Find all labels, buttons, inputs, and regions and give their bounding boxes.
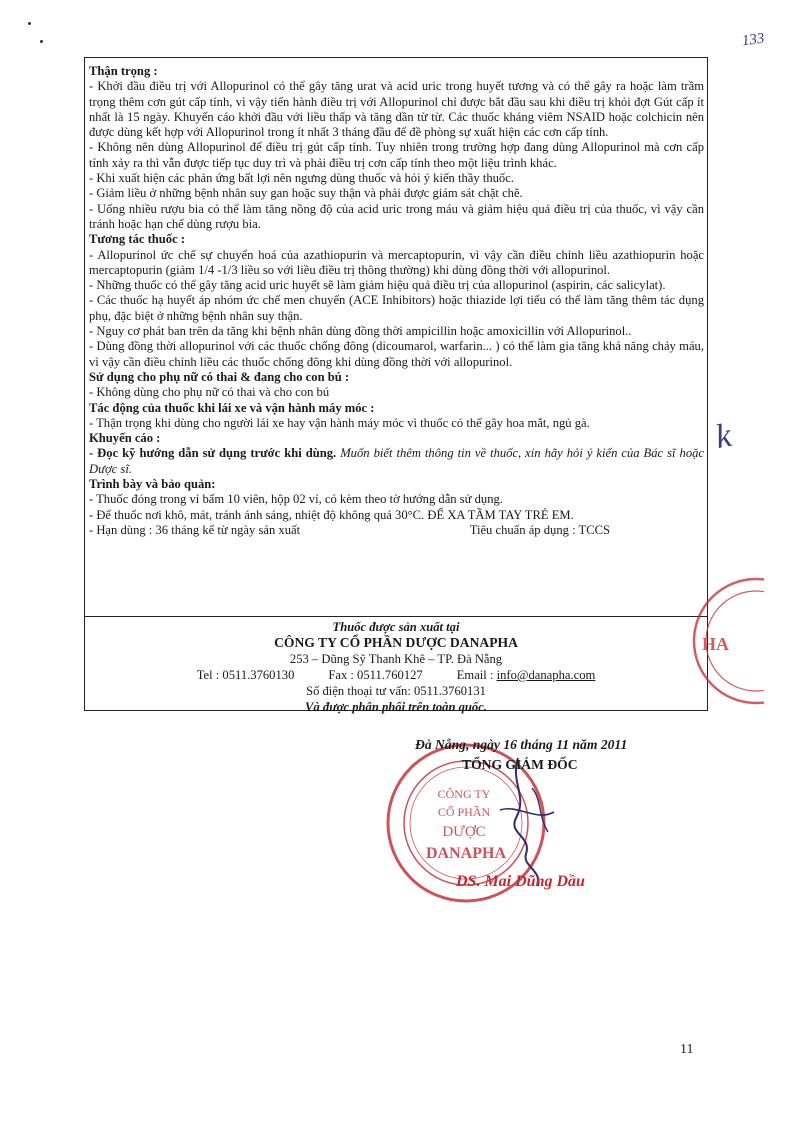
seal-line: CỔ PHẦN: [437, 805, 491, 819]
paragraph: - Uống nhiều rượu bia có thể làm tăng nồng độ của acid uric trong máu và giảm hiệu quả điều trị của thuốc, vì vậy cần tránh hoặc hạn chế dùng rượu bia.: [89, 201, 704, 231]
section-heading: Khuyến cáo :: [89, 431, 161, 446]
section-lai-xe: [89, 401, 704, 432]
section-heading: Tác động của thuốc khi lái xe và vận hành máy móc :: [89, 400, 375, 415]
section-phu-nu: [89, 370, 704, 401]
seal-line: CÔNG TY: [437, 787, 491, 801]
page-number: 11: [680, 1042, 694, 1057]
signing-date: Đà Nẵng, ngày 16 tháng 11 năm 2011: [415, 737, 628, 752]
paragraph: - Thận trọng khi dùng cho người lái xe hay vận hành máy móc vì thuốc có thể gây hoa mắt, ngủ gà.: [89, 415, 590, 430]
paragraph: - Thuốc đóng trong vỉ bấm 10 viên, hộp 02 vỉ, có kèm theo tờ hướng dẫn sử dụng.: [89, 492, 503, 507]
section-heading: Tương tác thuốc :: [89, 232, 186, 247]
paragraph: - Khởi đầu điều trị với Allopurinol có thể gây tăng urat và acid uric trong huyết tương và có thể gây ra hoặc làm trầm trọng thêm cơn gút cấp tính, vì vậy tiến hành điều trị với Allopurinol chỉ được bắt đầu sau khi điều trị khỏi đợt Gút cấp ít nhất là 15 ngày. Khuyến cáo khởi đầu với liều thấp và tăng dần từ từ. Các thuốc kháng viêm NSAID hoặc colchicin nên được dùng kết hợp với Allopurinol trong ít nhất 3 tháng đầu để đề phòng sự xuất hiện các cơn cấp tính.: [89, 79, 704, 140]
section-tuong-tac: [89, 232, 704, 370]
company-address: 253 – Dũng Sỹ Thanh Khê – TP. Đà Nẵng: [289, 652, 503, 666]
seal-line: DƯỢC: [442, 824, 486, 840]
seal-line: DANAPHA: [426, 845, 506, 862]
manufacturer-block: [85, 619, 707, 715]
section-bao-quan: [89, 477, 704, 538]
paragraph: - Giảm liều ở những bệnh nhân suy gan hoặc suy thận và phải được giám sát chặt chẽ.: [89, 186, 523, 201]
handwritten-initial-mark: k: [712, 416, 735, 457]
warning-text: - Đọc kỹ hướng dẫn sử dụng trước khi dùng.: [89, 446, 337, 461]
divider: [85, 616, 707, 617]
company-name: CÔNG TY CỔ PHẦN DƯỢC DANAPHA: [274, 635, 518, 650]
email-link[interactable]: info@danapha.com: [496, 668, 596, 682]
contact-row: [85, 667, 707, 683]
signer-title: TỔNG GIÁM ĐỐC: [462, 757, 578, 772]
email-label: Email :: [456, 668, 494, 682]
telephone: Tel : 0511.3760130: [196, 668, 295, 682]
section-khuyen-cao: [89, 431, 704, 477]
scan-speck: [28, 22, 31, 25]
partial-seal-stamp: [684, 566, 764, 716]
paragraph: - Nguy cơ phát ban trên da tăng khi bệnh nhân dùng đồng thời ampicillin hoặc amoxicillin với Allopurinol..: [89, 324, 632, 339]
hotline: Số điện thoại tư vấn: 0511.3760131: [306, 684, 486, 698]
paragraph: - Những thuốc có thể gây tăng acid uric huyết sẽ làm giảm hiệu quả điều trị của allopurinol (aspirin, các salicylat).: [89, 278, 666, 293]
signer-name: DS. Mai Dũng Dầu: [456, 873, 585, 890]
standard: Tiêu chuẩn áp dụng : TCCS: [469, 522, 610, 537]
paragraph: - Allopurinol ức chế sự chuyển hoá của azathiopurin và mercaptopurin, vì vậy cần điều chỉnh liều azathiopurin hoặc mercaptopurin (giảm 1/4 -1/3 liều so với liều điều trị thông thường) khi dùng đồng thời với allopurinol.: [89, 247, 704, 277]
paragraph: - Không dùng cho phụ nữ có thai và cho con bú: [89, 385, 330, 400]
section-heading: Sử dụng cho phụ nữ có thai & đang cho con bú :: [89, 369, 350, 384]
paragraph: - Dùng đồng thời allopurinol với các thuốc chống đông (dicoumarol, warfarin... ) có thể làm gia tăng khả năng chảy máu, vì vậy cần điều chỉnh liều các thuốc chống đông khi dùng đồng thời với allopurinol.: [89, 339, 704, 369]
paragraph: - Các thuốc hạ huyết áp nhóm ức chế men chuyển (ACE Inhibitors) hoặc thiazide lợi tiểu có thể làm tăng thêm tác dụng phụ, đặc biệt ở những bệnh nhân suy thận.: [89, 293, 704, 323]
paragraph: - Khi xuất hiện các phản ứng bất lợi nên ngưng dùng thuốc và hỏi ý kiến thầy thuốc.: [89, 171, 514, 186]
svg-text:HA: HA: [702, 634, 729, 654]
section-heading: Thận trọng :: [89, 64, 158, 78]
scan-speck: [40, 40, 43, 43]
paragraph: - Để thuốc nơi khô, mát, tránh ánh sáng, nhiệt độ không quá 30°C. ĐỂ XA TẦM TAY TRẺ EM.: [89, 507, 574, 522]
leaflet-body: [89, 64, 704, 538]
paragraph: - Không nên dùng Allopurinol để điều trị gút cấp tính. Tuy nhiên trong trường hợp đang dùng Allopurinol mà cơn cấp tính xảy ra thì vẫn được tiếp tục duy trì và phải điều trị cơn cấp tính theo một liệu trình khác.: [89, 140, 704, 170]
email: [457, 667, 596, 683]
handwritten-signature: [488, 752, 568, 892]
distribution-note: Và được phân phối trên toàn quốc.: [305, 700, 487, 714]
paragraph: [89, 446, 704, 477]
handwritten-page-mark: 133: [740, 30, 766, 50]
section-than-trong: [89, 64, 704, 232]
advice-text: Muốn biết thêm thông tin về thuốc, xin hãy hỏi ý kiến của Bác sĩ hoặc Dược sĩ.: [89, 446, 705, 476]
made-by: Thuốc được sản xuất tại: [332, 620, 460, 634]
shelf-life: - Hạn dùng : 36 tháng kể từ ngày sản xuất: [89, 522, 301, 537]
section-heading: Trình bày và bảo quản:: [89, 477, 216, 492]
shelf-life-row: [89, 523, 704, 538]
fax: Fax : 0511.760127: [328, 668, 423, 682]
